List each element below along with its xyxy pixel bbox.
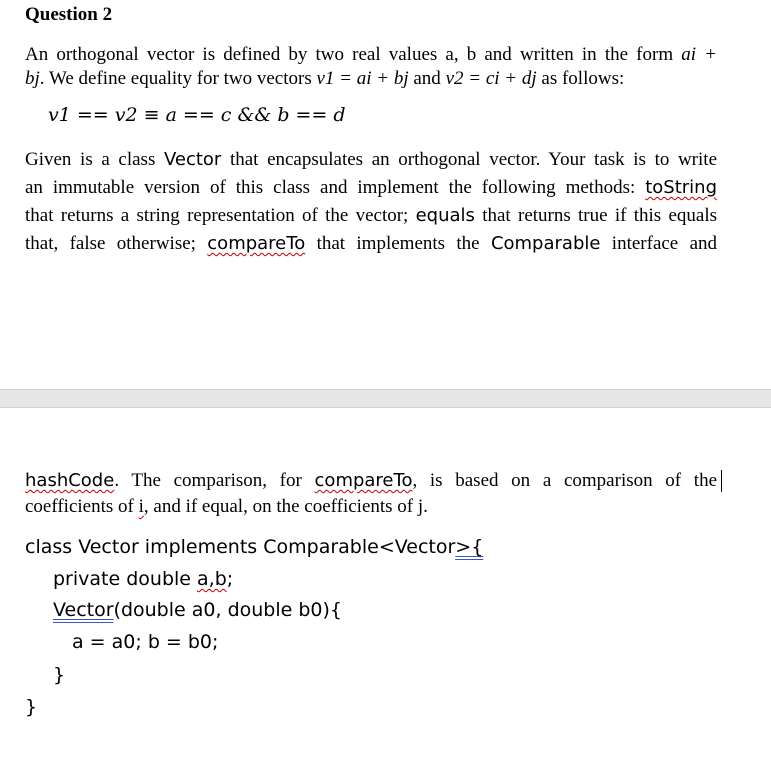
code-line-assign xyxy=(72,631,218,653)
continuation-paragraph xyxy=(25,468,717,520)
intro-text-2: . We define equality for two vectors xyxy=(39,68,312,89)
continuation-text-1: . The comparison, for xyxy=(114,470,302,491)
intro-text-1: An orthogonal vector is defined by two real values a, b and written in the form xyxy=(25,44,674,65)
task-line-2 xyxy=(25,174,717,202)
task-text-6: that, false otherwise; xyxy=(25,233,196,254)
code-hashcode: hashCode xyxy=(25,470,115,491)
question-heading: Question 2 xyxy=(25,4,113,25)
code-assignment: a = a0; b = b0; xyxy=(72,631,219,653)
intro-math-2: bj xyxy=(25,68,40,89)
continuation-text-4: , and if equal, on the coefficients of j. xyxy=(143,496,428,517)
code-field-semicolon: ; xyxy=(226,568,234,590)
intro-text-4: as follows: xyxy=(541,68,625,89)
code-field-type: private double xyxy=(53,568,198,590)
intro-paragraph xyxy=(25,41,717,93)
code-class-close: } xyxy=(25,696,38,718)
intro-math-1: ai + xyxy=(681,44,717,65)
task-line-1 xyxy=(25,146,717,174)
code-line-class xyxy=(25,536,483,558)
code-line-close-ctor xyxy=(53,664,65,686)
code-line-fields xyxy=(53,568,233,590)
task-text-3: an immutable version of this class and implement the following methods: xyxy=(25,177,636,198)
task-text-1: Given is a class xyxy=(25,149,156,170)
task-paragraph xyxy=(25,146,717,258)
continuation-line-2 xyxy=(25,494,717,520)
code-constructor-params: (double a0, double b0){ xyxy=(113,599,343,621)
code-field-names: a,b xyxy=(197,568,227,590)
intro-text-3: and xyxy=(413,68,441,89)
code-compareto: compareTo xyxy=(207,233,306,254)
code-equals: equals xyxy=(415,205,475,226)
continuation-line-1 xyxy=(25,468,717,494)
task-line-3 xyxy=(25,202,717,230)
task-text-4: that returns a string representation of the vector; xyxy=(25,205,409,226)
code-tostring: toString xyxy=(645,177,718,198)
code-comparable: Comparable xyxy=(490,233,601,254)
intro-math-3: v1 = ai + bj xyxy=(316,68,409,89)
code-vector: Vector xyxy=(163,149,222,170)
continuation-text-3: coefficients of xyxy=(25,496,134,517)
continuation-text-2: , is based on a comparison of the xyxy=(412,470,718,491)
page-break-gap xyxy=(0,389,771,408)
coefficient-i: i xyxy=(138,496,144,517)
code-constructor-name: Vector xyxy=(53,599,114,621)
code-constructor-close: } xyxy=(53,664,66,686)
task-text-8: interface and xyxy=(611,233,718,254)
equality-formula: v1 == v2 ≡ a == c && b == d xyxy=(48,104,346,126)
code-class-brace: >{ xyxy=(455,536,484,558)
page-bottom xyxy=(0,408,771,768)
code-class-decl: class Vector implements Comparable<Vector xyxy=(25,536,456,558)
task-line-4 xyxy=(25,230,717,258)
code-compareto-2: compareTo xyxy=(314,470,413,491)
intro-math-4: v2 = ci + dj xyxy=(445,68,537,89)
task-text-5: that returns true if this equals xyxy=(482,205,718,226)
task-text-2: that encapsulates an orthogonal vector. Your task is to write xyxy=(229,149,718,170)
text-cursor xyxy=(721,470,722,492)
task-text-7: that implements the xyxy=(316,233,480,254)
code-line-close-class xyxy=(25,696,37,718)
code-line-constructor xyxy=(53,599,342,621)
